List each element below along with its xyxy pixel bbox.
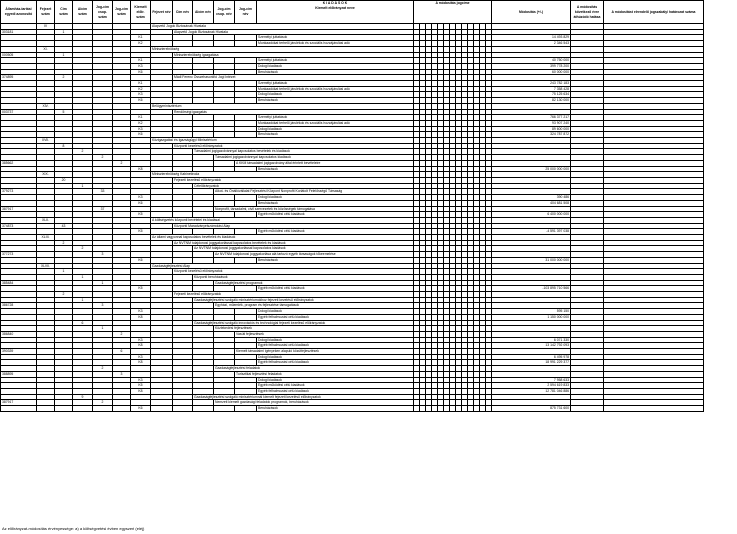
cell-alcim: 2 (73, 149, 93, 155)
cell-name: Személyi juttatások (257, 58, 414, 64)
cell-kiemelt: K3 (131, 309, 151, 315)
cell-cim: 1 (55, 52, 73, 58)
cell-name: Beruházások (257, 257, 414, 263)
cell-jogcimcsop: 2 (93, 155, 113, 161)
col-alcim-nev: Alcím név (193, 1, 214, 24)
cell-name: Egyházi, műemlék, program és fejlesztése támogatások (214, 303, 414, 309)
cell-alcim: 1 (73, 297, 93, 303)
cell-cim: 8 (55, 143, 73, 149)
cell-azonosito: 388895 (1, 371, 37, 377)
cell-modositas: 14 493 829 (492, 35, 571, 41)
cell-kiemelt: K3 (131, 377, 151, 383)
cell-modositas: 1 150 000 000 (492, 314, 571, 320)
cell-azonosito: 000505 (1, 52, 37, 58)
cell-modositas: 6 400 000 000 (492, 212, 571, 218)
table-row (1, 406, 704, 412)
cell-hatarozat (604, 406, 704, 412)
cell-kiemelt: K2 (131, 86, 151, 92)
cell-empty (151, 406, 173, 412)
cell-cim: 2 (55, 75, 73, 81)
cell-name: Vasúti fejlesztések (235, 331, 414, 337)
cell-alcim: 6 (73, 320, 93, 326)
cell-name: Turisztikai fejlesztési feladatok (235, 371, 414, 377)
cell-modositas: 324 787 872 (492, 132, 571, 138)
col-jogcim-nev: Jog-cím név (235, 1, 257, 24)
cell-kiemelt: K6 (131, 406, 151, 412)
cell-name: Fejezeti kezelésű előirányzatok (173, 292, 414, 298)
cell-cim: 20 (55, 177, 73, 183)
cell-name: Alapvető Jogok Biztosának Hivatala (173, 29, 414, 35)
cell-name: Fejezeti kezelésű előirányzatok (173, 177, 414, 183)
cell-name: Dologi kiadások (257, 195, 414, 201)
cell-name: Beruházások (257, 69, 414, 75)
col-jogcimcsop-szam: Jog-cím csop. szám (93, 1, 113, 24)
cell-name: Alapvető Jogok Biztosának Hivatala (151, 24, 414, 30)
col-modositas-jogcime: A módosítás jogcíme (414, 1, 492, 24)
cell-name: Személyi juttatások (257, 35, 414, 41)
col-cim-nev: Cím név (173, 1, 193, 24)
col-jogcim-szam: Jog-cím szám (113, 1, 131, 24)
cell-modositas: 13 142 792 093 (492, 343, 571, 349)
cell-jogcimcsop (93, 406, 113, 412)
cell-modositas: 766 377 217 (492, 115, 571, 121)
cell-name: Központi Maradványelszámolási Alap (173, 223, 414, 229)
cell-name: Az NVTNM tulajdonosi joggyakorlása alá tartozó egyéb társaságok tőkeemelése (214, 252, 414, 258)
col-kiemelt-szam: Kiemelt előir. szám (131, 1, 151, 24)
cell-fejezet: XIV. (37, 103, 55, 109)
cell-azonosito: 374873 (1, 223, 37, 229)
cell-cim: 1 (55, 29, 73, 35)
cell-modositas: 2 594 619 833 (492, 383, 571, 389)
cell-jogcim: 2 (113, 160, 131, 166)
cell-name: Közlekedési fejlesztések (214, 326, 414, 332)
cell-modositas: -4 591 397 038 (492, 229, 571, 235)
cell-name: Gazdaságfejlesztési Alap (151, 263, 414, 269)
cell-azonosito: 387917 (1, 400, 37, 406)
cell-azonosito: 303181 (1, 29, 37, 35)
cell-name: Személyi juttatások (257, 115, 414, 121)
cell-jogcimcsop: 37 (93, 206, 113, 212)
cell-jogcim: 2 (113, 331, 131, 337)
cell-kiemelt: K1 (131, 81, 151, 87)
cell-kiemelt: K8 (131, 389, 151, 395)
cell-modositas: 25 000 000 000 (492, 166, 571, 172)
col-alcim-szam: Alcím szám (73, 1, 93, 24)
col-cim-szam: Cím szám (55, 1, 73, 24)
cell-name: Egyéb felhalmozási célú kiadások (257, 389, 414, 395)
cell-modositas: 7 358 428 (492, 86, 571, 92)
cell-azonosito: 374895 (1, 75, 37, 81)
cell-kiemelt: K3 (131, 126, 151, 132)
cell-name: Gazdaságfejlesztési szolgáló minisztériumnál kiemelt fejezeti kezelésű előirányzatok (193, 394, 414, 400)
col-hatarozat: A módosítást elrendelő jogszabály/ határozat száma (604, 1, 704, 24)
cell-kiemelt: K2 (131, 41, 151, 47)
cell-empty (214, 406, 235, 412)
cell-modositas: 390 486 (492, 195, 571, 201)
cell-kiemelt: K8 (131, 314, 151, 320)
cell-jogcim (113, 406, 131, 412)
cell-modositas: 7 958 633 (492, 377, 571, 383)
cell-empty (193, 406, 214, 412)
cell-name: Beruházások (257, 166, 414, 172)
cell-fejezet: XVII. (37, 138, 55, 144)
cell-name: Az állami vagyonnal kapcsolatos bevételek és kiadások (151, 235, 414, 241)
cell-alcim (73, 406, 93, 412)
cell-name: Központi kezelésű előirányzatok (173, 143, 414, 149)
cell-name: Dologi kiadások (257, 354, 414, 360)
cell-azonosito: 390339 (1, 349, 37, 355)
cell-jogcimcsop: 3 (93, 303, 113, 309)
cell-cim: 2 (55, 292, 73, 298)
cell-name: Egyéb felhalmozási célú kiadások (257, 360, 414, 366)
cell-name: Beruházások (257, 98, 414, 104)
cell-jogcimcsop: 2 (93, 400, 113, 406)
cell-kiemelt: K1 (131, 58, 151, 64)
cell-name: Dologi kiadások (257, 92, 414, 98)
cell-kiemelt: K3 (131, 337, 151, 343)
cell-kiemelt: K5 (131, 286, 151, 292)
cell-alcim: 1 (73, 274, 93, 280)
cell-modositas: 595 150 (492, 309, 571, 315)
cell-modositas: 75 125 634 (492, 92, 571, 98)
cell-name: Beruházások (257, 132, 414, 138)
cell-name: Társadalmi jogigazolvánnyal kapcsolatos bevételek és kiadások (193, 149, 414, 155)
cell-name: Gazdaságfejlesztési szolgáló innovációs és technológiai fejezeti kezelésű előirányzatok (193, 320, 414, 326)
cell-name: Célelőirányzatok (193, 183, 414, 189)
cell-modositas: 82 130 000 (492, 98, 571, 104)
cell-fejezet (37, 406, 55, 412)
cell-name: Személyi juttatások (257, 81, 414, 87)
table-body (1, 24, 704, 412)
cell-kiemelt: K8 (131, 166, 151, 172)
cell-name: Gazdaságfejlesztési programok (214, 280, 414, 286)
cell-name: Központi kezelésű előirányzatok (173, 269, 414, 275)
cell-modositas: 399 778 200 (492, 63, 571, 69)
cell-kiemelt: K5 (131, 229, 151, 235)
cell-kiemelt: K2 (131, 120, 151, 126)
cell-cim: 2 (55, 240, 73, 246)
cell-name: Gazdaságfejlesztési feladatok (214, 366, 414, 372)
cell-name: Alkot- és Önállóvállalat Fejlesztési Központ Nonprofit Korlátolt Felelősségű Társaság (214, 189, 414, 195)
cell-kiemelt: K3 (131, 354, 151, 360)
cell-name: Dologi kiadások (257, 337, 414, 343)
cell-kiemelt: K3 (131, 63, 151, 69)
cell-azonosito: 386728 (1, 303, 37, 309)
col-jogcimcsop-nev: Jog-cím csop. név (214, 1, 235, 24)
cell-fejezet: IV (37, 24, 55, 30)
cell-fejezet: XLII. (37, 217, 55, 223)
cell-name: Munkaadókat terhelő járulékok és szociális hozzájárulási adó (257, 120, 414, 126)
cell-kovetkezo-ev (571, 406, 604, 412)
cell-kiemelt: K8 (131, 360, 151, 366)
cell-name: Miniszterelnökség Kabinetiroda (151, 172, 414, 178)
cell-name: Egyéb működési célú kiadások (257, 383, 414, 389)
cell-jogcimcsop: 3 (93, 252, 113, 258)
cell-azonosito: 003737 (1, 109, 37, 115)
cell-azonosito (1, 406, 37, 412)
col-modositas: Módosítás (+/-) (492, 1, 571, 24)
cell-jogcimcsop: 1 (93, 280, 113, 286)
cell-name: Mádl Ferenc Összehasonlító Jogi Intézet (173, 75, 414, 81)
cell-kiemelt: K3 (131, 92, 151, 98)
cell-empty (235, 406, 257, 412)
cell-name: Beruházások (257, 200, 414, 206)
cell-cim: 5 (55, 109, 73, 115)
cell-name: Nemzeti kiemelt gazdasági feladatok programok, beruházások (214, 400, 414, 406)
cell-name: Miniszterelnökség igazgatása (173, 52, 414, 58)
col-kovetkezo-ev: A módosítás következő évre áthúzódó hatása (571, 1, 604, 24)
cell-name: A költségvetés központi bevételei és kiadásai (151, 217, 414, 223)
cell-kiemelt: K3 (131, 195, 151, 201)
cell-azonosito: 385662 (1, 160, 37, 166)
col-kiemelt-nev: Kiemelt előirányzat neve (257, 6, 414, 24)
cell-kiemelt: K6 (131, 257, 151, 263)
cell-alcim: 9 (73, 394, 93, 400)
cell-kiemelt: K6 (131, 132, 151, 138)
cell-name: Munkaadókat terhelő járulékok és szociális hozzájárulási adó (257, 41, 414, 47)
cell-modositas: 31 000 000 000 (492, 257, 571, 263)
cell-azonosito: 387917 (1, 206, 37, 212)
col-fejezet-szam: Fejezet szám (37, 1, 55, 24)
cell-name: Beruházások (257, 406, 414, 412)
cell-name: A KKM társadalmi jogigazolvány által érintett bevételeire (235, 160, 414, 166)
cell-fejezet: XIX. (37, 172, 55, 178)
cell-kiemelt: K5 (131, 212, 151, 218)
cell-kiemelt: K6 (131, 69, 151, 75)
cell-jogcimcsop: 33 (93, 189, 113, 195)
cell-name: Nonprofit, társadalmi, civil szervezetek és közösségek támogatása (214, 206, 414, 212)
cell-modositas: 404 681 508 (492, 200, 571, 206)
cell-modositas: 40 750 000 (492, 58, 571, 64)
cell-name: Társadalmi jogigazolvánnyal kapcsolatos kiadások (214, 155, 414, 161)
cell-modositas: 243 782 183 (492, 81, 571, 87)
cell-name: Gazdaságfejlesztési szolgáló minisztériumokhoz fejezeti kezelésű előirányzatok (193, 297, 414, 303)
cell-fejezet: XLIII. (37, 235, 55, 241)
cell-name: Dologi kiadások (257, 377, 414, 383)
cell-azonosito: 386840 (1, 331, 37, 337)
cell-name: Egyéb felhalmozási célú kiadások (257, 343, 414, 349)
cell-azonosito: 379273 (1, 189, 37, 195)
cell-kiemelt: K1 (131, 115, 151, 121)
cell-jogcimcsop: 1 (93, 326, 113, 332)
cell-name: Kiemelt társadalmi igényeken alapuló közútfejlesztések (235, 349, 414, 355)
cell-name: Belügyminisztérium (151, 103, 414, 109)
col-azonosito: Államház-tartási egyedi azonosító (1, 1, 37, 24)
cell-name: Közigazgatási és Igazságügyi Minisztérium (151, 138, 414, 144)
cell-kiemelt: K6 (131, 98, 151, 104)
cell-kiemelt: K1 (131, 35, 151, 41)
footer-note: Az előirányzat-módosítás érvényessége: a) a költségvetési évben egyszeri (eléj) (2, 526, 145, 531)
cell-modositas: 89 600 000 (492, 126, 571, 132)
cell-name: Egyéb működési célú kiadások (257, 286, 414, 292)
cell-name: Az NVTNM tulajdonosi joggyakorlással kapcsolatos bevételek és kiadások (173, 240, 414, 246)
cell-name: Központi beruházások (193, 274, 414, 280)
cell-modositas: 18 991 229 377 (492, 360, 571, 366)
cell-azonosito: 385484 (1, 280, 37, 286)
cell-modositas: 875 731 600 (492, 406, 571, 412)
cell-cim: 43 (55, 223, 73, 229)
cell-kiemelt: K6 (131, 200, 151, 206)
cell-modositas: -103 895 710 566 (492, 286, 571, 292)
col-fejezet-nev: Fejezet név (151, 1, 173, 24)
cell-name: Dologi kiadások (257, 126, 414, 132)
cell-name: Dologi kiadások (257, 63, 414, 69)
cell-kiemelt: K8 (131, 343, 151, 349)
cell-fejezet: XI. (37, 46, 55, 52)
cell-name: Rendőrségi igazgatás (173, 109, 414, 115)
cell-modositas: 93 907 240 (492, 120, 571, 126)
cell-kiemelt: K5 (131, 383, 151, 389)
cell-alcim: 2 (73, 246, 93, 252)
cell-empty (173, 406, 193, 412)
cell-modositas: 60 000 000 (492, 69, 571, 75)
cell-jogcim: 3 (113, 371, 131, 377)
cell-cim (55, 406, 73, 412)
cell-name: Egyéb működési célú kiadások (257, 229, 414, 235)
cell-name: Egyéb felhalmozási célú kiadások (257, 314, 414, 320)
cell-name: Egyéb működési célú kiadások (257, 212, 414, 218)
cell-modositas: 6 495 978 (492, 354, 571, 360)
cell-modositas: 12 781 046 886 (492, 389, 571, 395)
cell-name: Miniszterelnökség (151, 46, 414, 52)
cell-jogcim: 6 (113, 349, 131, 355)
cell-name: Az NVTNM tulajdonosi joggyakorlással kapcsolatos kiadások (193, 246, 414, 252)
cell-name: Dologi kiadások (257, 309, 414, 315)
cell-cim: 1 (55, 269, 73, 275)
cell-jogcimcsop: 2 (93, 366, 113, 372)
cell-modositas: 6 071 330 (492, 337, 571, 343)
kiadasok-title: K I A D Á S O K (257, 1, 414, 7)
cell-alcim: 1 (73, 183, 93, 189)
cell-modositas: 2 346 543 (492, 41, 571, 47)
cell-name: Munkaadókat terhelő járulékok és szociális hozzájárulási adó (257, 86, 414, 92)
cell-azonosito: 377273 (1, 252, 37, 258)
cell-fejezet: XLVII. (37, 263, 55, 269)
